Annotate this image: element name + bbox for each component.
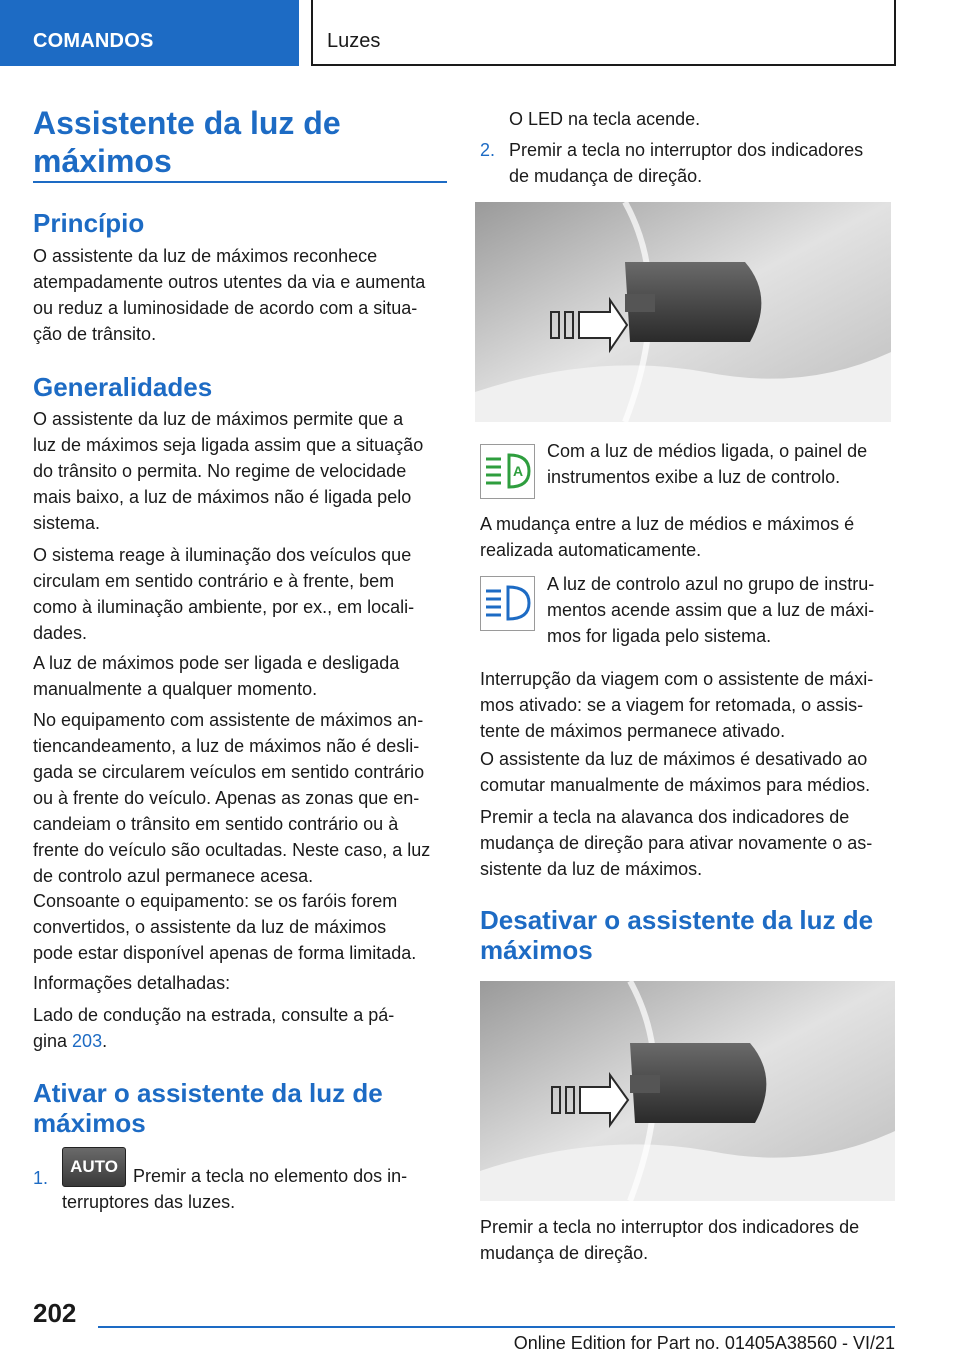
heading-desativar: Desativar o assistente da luz de máximos: [480, 905, 874, 965]
paragraph-principio: O assistente da luz de máximos reconhece atempadamente outros utentes da via e aumenta ou reduz a luminosidade de acordo com a situa- ção de trânsito.: [33, 246, 426, 344]
indicator-description: A luz de controlo azul no grupo de instru- mentos acende assim que a luz de máxi- mos for ligada pelo sistema.: [547, 574, 875, 646]
indicator-description: Com a luz de médios ligada, o painel de instrumentos exibe a luz de controlo.: [547, 441, 868, 487]
paragraph: Interrupção da viagem com o assistente de máxi- mos ativado: se a viagem for retomada, o assis- tente de máximos permanece ativado.: [480, 669, 874, 741]
paragraph: Premir a tecla na alavanca dos indicadores de mudança de direção para ativar novamente o as- sistente da luz de máximos.: [480, 807, 873, 879]
paragraph-cross-reference: Lado de condução na estrada, consulte a pá- gina 203.: [33, 1005, 395, 1051]
page-link[interactable]: 203: [72, 1031, 103, 1051]
step-text: Premir a tecla no interruptor dos indicadores de mudança de direção.: [509, 140, 864, 186]
turn-signal-stalk-photo: [475, 202, 891, 422]
page-title: [33, 104, 447, 180]
paragraph: O assistente da luz de máximos permite que a luz de máximos seja ligada assim que a situação do trânsito o permita. No regime de velocidade mais baixo, a luz de máximos não é ligada pelo sistema.: [33, 409, 424, 533]
auto-button-icon: AUTO: [62, 1147, 126, 1187]
paragraph: A mudança entre a luz de médios e máximos é realizada automaticamente.: [480, 514, 855, 560]
edition-note: Online Edition for Part no. 01405A38560 - VI/21: [513, 1333, 895, 1353]
paragraph: Informações detalhadas:: [33, 973, 231, 993]
paragraph: O assistente da luz de máximos é desativado ao comutar manualmente de máximos para médios.: [480, 749, 871, 795]
stalk-illustration: [480, 981, 895, 1201]
paragraph: Premir a tecla no interruptor dos indicadores de mudança de direção.: [480, 1217, 860, 1263]
paragraph: No equipamento com assistente de máximos an- tiencandeamento, a luz de máximos não é desli- gada se circularem veículos em sentido contrário ou à frente do veículo. Apenas as zonas que en- candeiam o trânsito em sentido contrário ou à frente do veículo são ocultadas. Neste caso, a luz de controlo azul permanece acesa.: [33, 710, 431, 886]
auto-high-beam-assist-icon: [480, 444, 535, 499]
paragraph: O sistema reage à iluminação dos veículos que circulam em sentido contrário e à frente, bem como à iluminação ambiente, por ex., em locali- dades.: [33, 545, 415, 643]
stalk-illustration: [475, 202, 891, 422]
page-title-line: máximos: [33, 143, 172, 179]
step-number: 1.: [33, 1168, 49, 1188]
paragraph: A luz de máximos pode ser ligada e desligada manualmente a qualquer momento.: [33, 653, 400, 699]
chapter-title: Luzes: [311, 0, 896, 66]
page-title-line: Assistente da luz de: [33, 105, 341, 141]
step-number: 2.: [480, 140, 496, 160]
heading-ativar: Ativar o assistente da luz de máximos: [33, 1078, 383, 1138]
high-beam-indicator-icon: [480, 576, 535, 631]
page-number: 202: [33, 1298, 77, 1328]
turn-signal-stalk-photo: [480, 981, 895, 1201]
heading-principio: Princípio: [33, 208, 145, 238]
step-text: terruptores das luzes.: [62, 1192, 236, 1212]
step-text: Premir a tecla no elemento dos in-: [133, 1166, 408, 1186]
heading-generalidades: Generalidades: [33, 372, 213, 402]
section-tab: COMANDOS: [0, 0, 299, 66]
paragraph: Consoante o equipamento: se os faróis forem convertidos, o assistente da luz de máximos pode estar disponível apenas de forma limitada.: [33, 891, 417, 963]
svg-text:A: A: [513, 463, 524, 479]
step-result: O LED na tecla acende.: [509, 109, 701, 129]
title-divider: [33, 181, 447, 183]
